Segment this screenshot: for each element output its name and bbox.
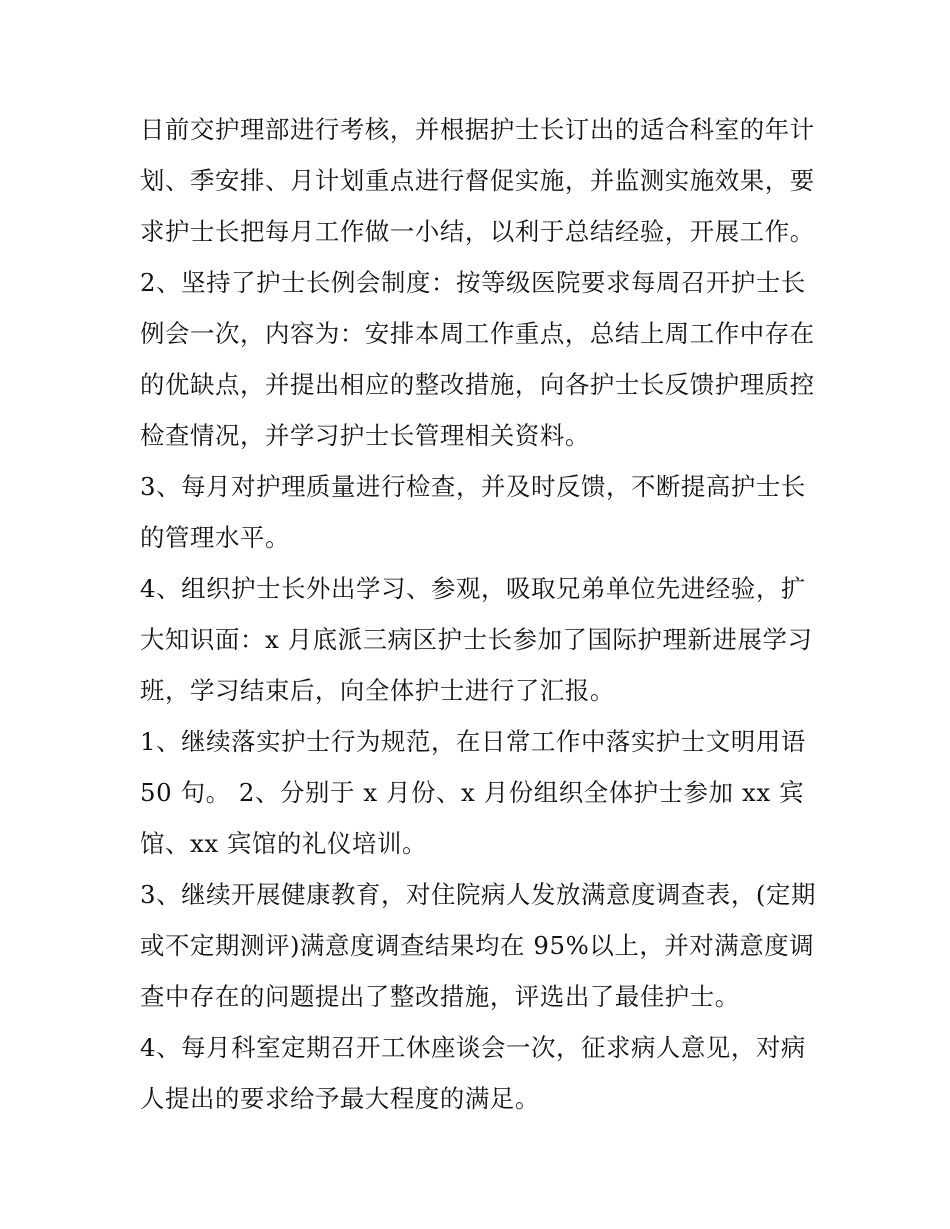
text-line: 划、季安排、月计划重点进行督促实施，并监测实施效果，要 [140,166,815,195]
text-line: 的管理水平。 [140,523,290,552]
text-line: 求护士长把每月工作做一小结，以利于总结经验，开展工作。 [140,217,815,246]
text-line: 2、坚持了护士长例会制度：按等级医院要求每周召开护士长 [140,268,806,297]
text-line: 班，学习结束后，向全体护士进行了汇报。 [140,676,615,705]
text-line: 人提出的要求给予最大程度的满足。 [140,1084,540,1113]
text-line: 检查情况，并学习护士长管理相关资料。 [140,421,590,450]
text-line: 3、继续开展健康教育，对住院病人发放满意度调查表，(定期 [140,880,816,909]
text-line: 日前交护理部进行考核，并根据护士长订出的适合科室的年计 [140,115,815,144]
text-line: 查中存在的问题提出了整改措施，评选出了最佳护士。 [140,982,740,1011]
text-line: 的优缺点，并提出相应的整改措施，向各护士长反馈护理质控 [140,370,815,399]
text-line: 4、每月科室定期召开工休座谈会一次，征求病人意见，对病 [140,1033,806,1062]
text-line: 大知识面：x 月底派三病区护士长参加了国际护理新进展学习 [140,625,813,654]
text-line: 50 句。 2、分别于 x 月份、x 月份组织全体护士参加 xx 宾 [140,778,805,807]
text-line: 4、组织护士长外出学习、参观，吸取兄弟单位先进经验，扩 [140,574,806,603]
text-line: 例会一次，内容为：安排本周工作重点，总结上周工作中存在 [140,319,815,348]
text-line: 或不定期测评)满意度调查结果均在 95%以上，并对满意度调 [140,931,815,960]
text-line: 1、继续落实护士行为规范，在日常工作中落实护士文明用语 [140,727,806,756]
text-line: 馆、xx 宾馆的礼仪培训。 [140,829,427,858]
text-line: 3、每月对护理质量进行检查，并及时反馈，不断提高护士长 [140,472,806,501]
